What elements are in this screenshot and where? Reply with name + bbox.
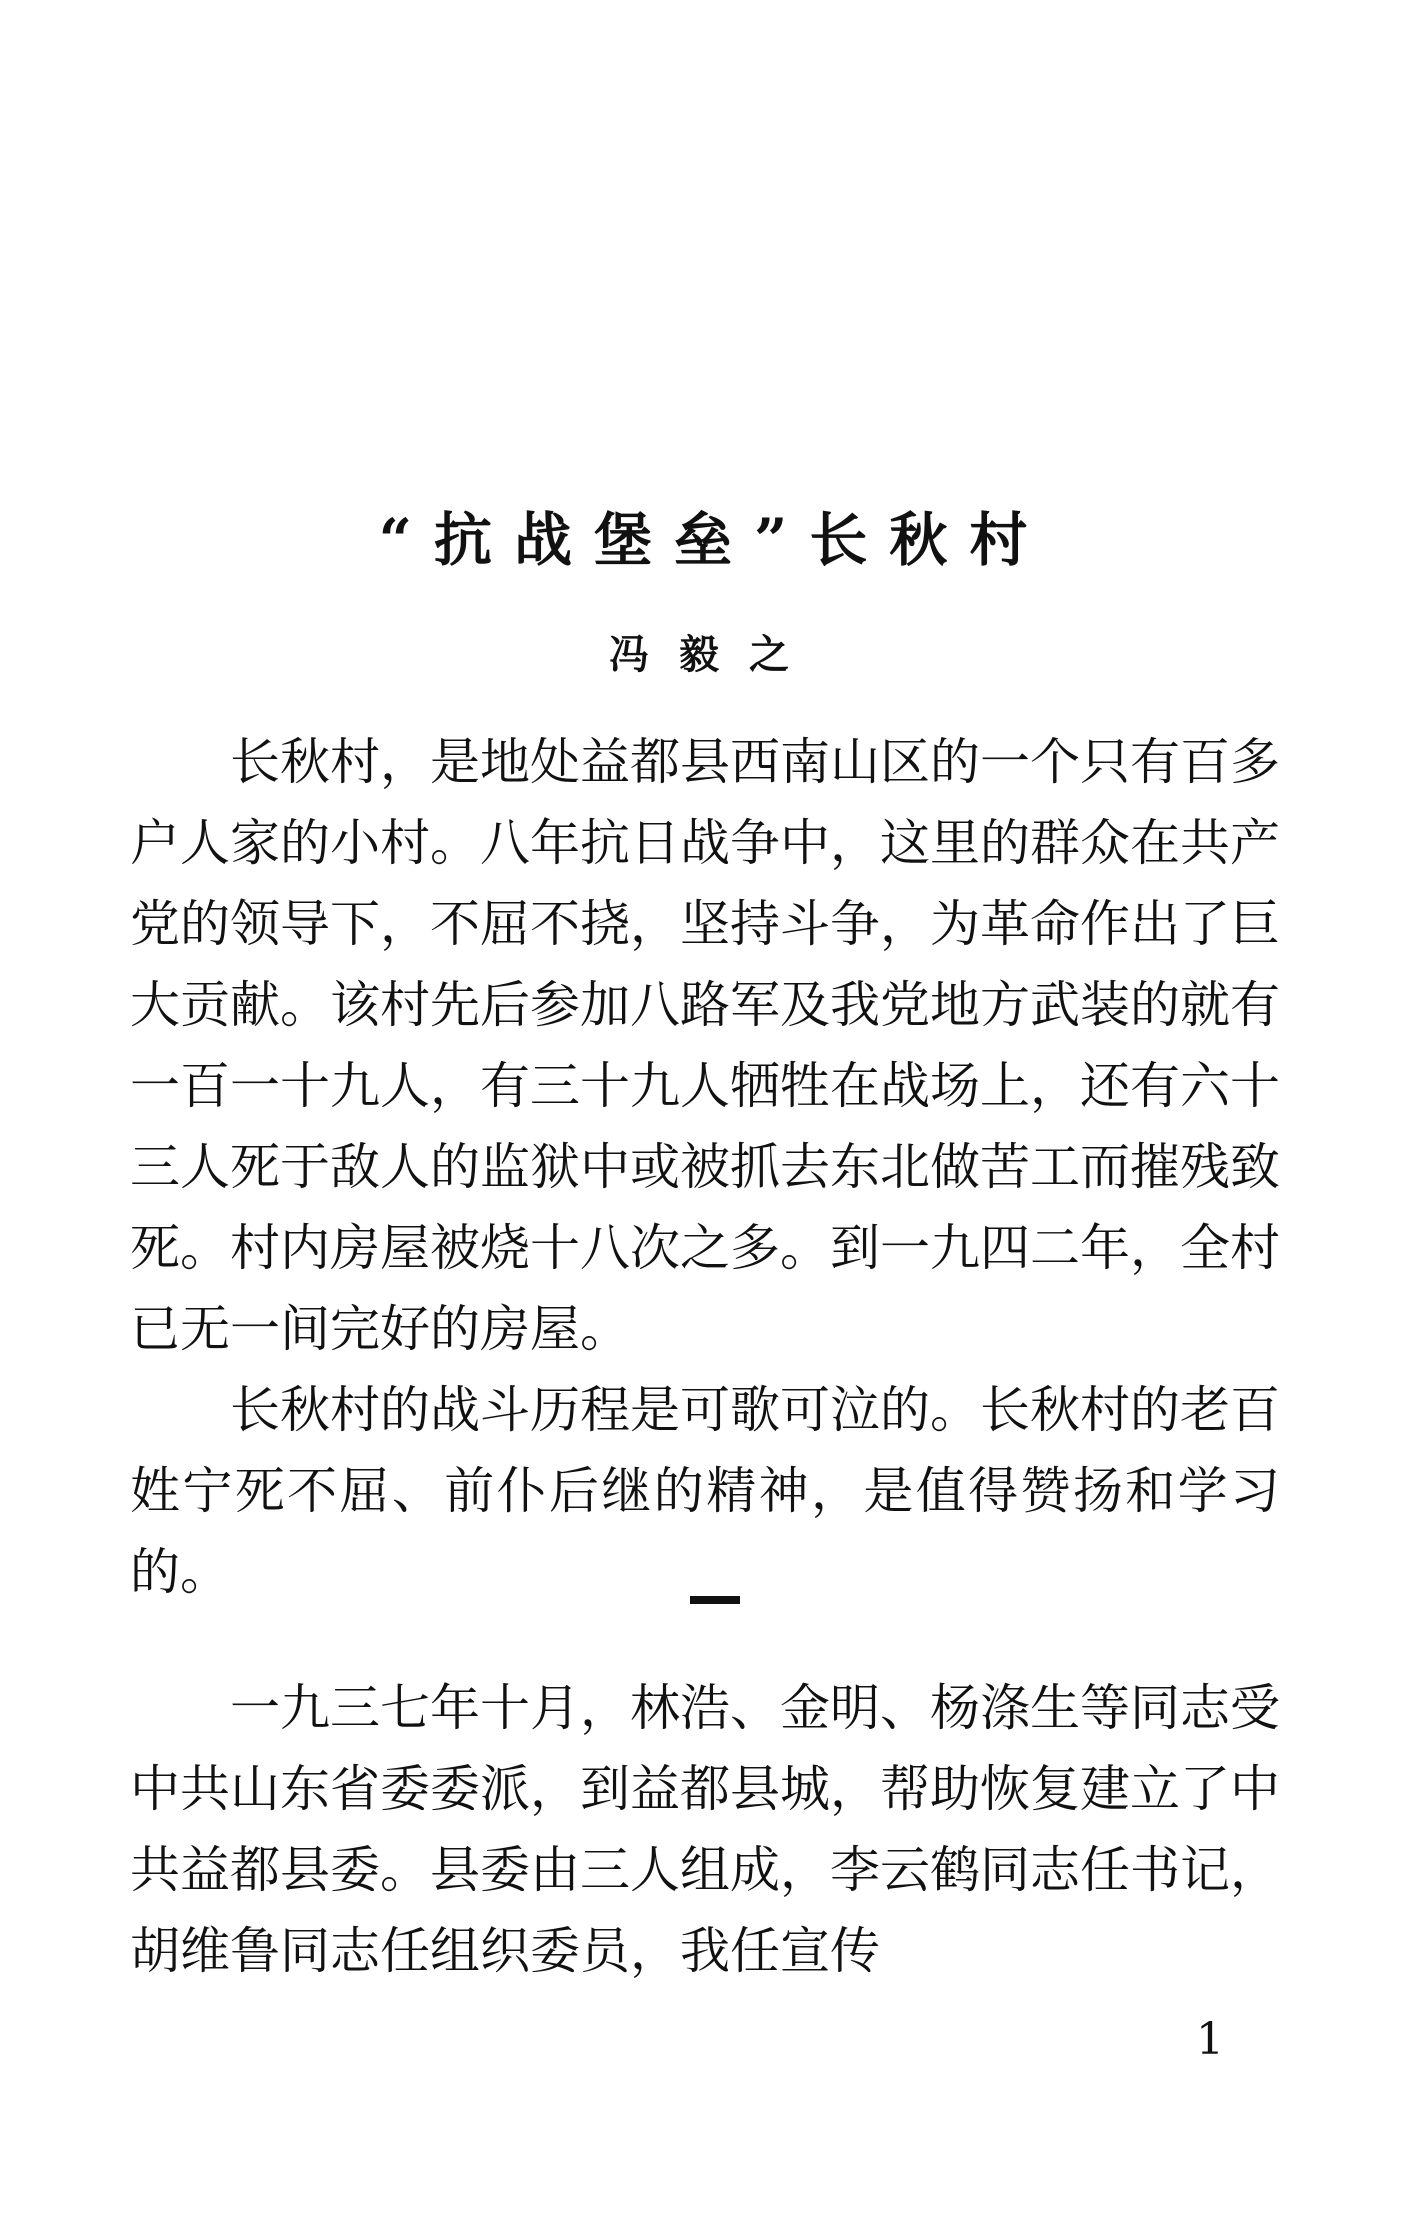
page-number: 1 [1196,2014,1224,2065]
intro-paragraph: 长秋村，是地处益都县西南山区的一个只有百多户人家的小村。八年抗日战争中，这里的群众在共产党的领导下，不屈不挠，坚持斗争，为革命作出了巨大贡献。该村先后参加八路军及我党地方武装的就有一百一十九人，有三十九人牺牲在战场上，还有六十三人死于敌人的监狱中或被抓去东北做苦工而摧残致死。村内房屋被烧十八次之多。到一九四二年，全村已无一间完好的房屋。 [130,733,1280,1358]
section-number-one [690,1596,740,1604]
section-one-body [130,1668,1280,1992]
article-title: “抗战堡垒”长秋村 [378,506,1050,574]
intro-paragraph: 长秋村的战斗历程是可歌可泣的。长秋村的老百姓宁死不屈、前仆后继的精神，是值得赞扬和学习的。 [130,1381,1280,1601]
section-paragraph: 一九三七年十月，林浩、金明、杨涤生等同志受中共山东省委委派，到益都县城，帮助恢复建立了中共益都县委。县委由三人组成，李云鹤同志任书记，胡维鲁同志任组织委员，我任宣传 [130,1679,1280,1980]
intro-section [130,722,1280,1613]
article-author: 冯毅之 [609,631,819,678]
